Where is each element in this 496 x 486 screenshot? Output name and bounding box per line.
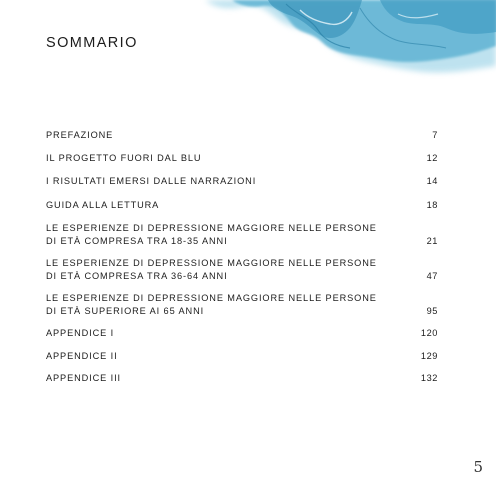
toc-entry-title [46,327,114,340]
toc-entry-page: 7 [432,130,438,140]
toc-entry-title-line: LE ESPERIENZE DI DEPRESSIONE MAGGIORE NELLE PERSONE [46,223,377,233]
toc-entry-title [46,222,377,247]
toc-entry-page: 21 [426,235,438,246]
toc-entry-title-line: PREFAZIONE [46,130,114,140]
toc-entry-title-line: APPENDICE I [46,328,115,338]
page-number: 5 [473,458,483,476]
toc-entry-title-line: LE ESPERIENZE DI DEPRESSIONE MAGGIORE NELLE PERSONE [46,293,377,303]
toc-entry[interactable] [46,152,438,165]
toc-entry-page: 95 [426,305,438,316]
toc-entry-title [46,199,159,212]
toc-entry-title-line: DI ETÀ SUPERIORE AI 65 ANNI [46,305,205,316]
toc-entry[interactable] [46,175,438,188]
toc-entry[interactable] [46,129,438,142]
toc-entry[interactable] [46,327,438,340]
toc-entry-page: 47 [426,270,438,281]
toc-entry[interactable] [46,199,438,212]
toc-entry-title-line: APPENDICE III [46,373,122,383]
toc-entry-page: 132 [420,373,438,383]
toc-entry-title-line: APPENDICE II [46,350,118,361]
toc-entry-title-line: IL PROGETTO FUORI DAL BLU [46,152,202,163]
toc-entry-title-line: I RISULTATI EMERSI DALLE NARRAZIONI [46,176,257,186]
toc-entry-page: 18 [426,199,438,210]
toc-entry-title [46,292,377,317]
toc-entry-title-line: DI ETÀ COMPRESA TRA 36-64 ANNI [46,270,228,281]
table-of-contents [46,129,438,395]
toc-entry-title-line: LE ESPERIENZE DI DEPRESSIONE MAGGIORE NELLE PERSONE [46,258,377,268]
toc-entry[interactable] [46,350,438,363]
toc-entry-page: 14 [426,176,438,186]
page-title: SOMMARIO [46,35,138,51]
toc-entry-title [46,350,118,363]
toc-entry-title [46,257,377,282]
toc-entry-page: 12 [426,152,438,163]
toc-entry-title [46,175,256,188]
toc-entry[interactable] [46,372,438,385]
toc-entry-title [46,129,113,142]
toc-entry-title [46,372,121,385]
toc-entry-title [46,152,201,165]
toc-entry-title-line: DI ETÀ COMPRESA TRA 18-35 ANNI [46,235,228,246]
toc-entry-page: 120 [420,328,438,338]
toc-entry-title-line: GUIDA ALLA LETTURA [46,199,160,210]
toc-entry[interactable] [46,257,438,282]
toc-entry[interactable] [46,292,438,317]
toc-entry-page: 129 [420,350,438,361]
toc-entry[interactable] [46,222,438,247]
